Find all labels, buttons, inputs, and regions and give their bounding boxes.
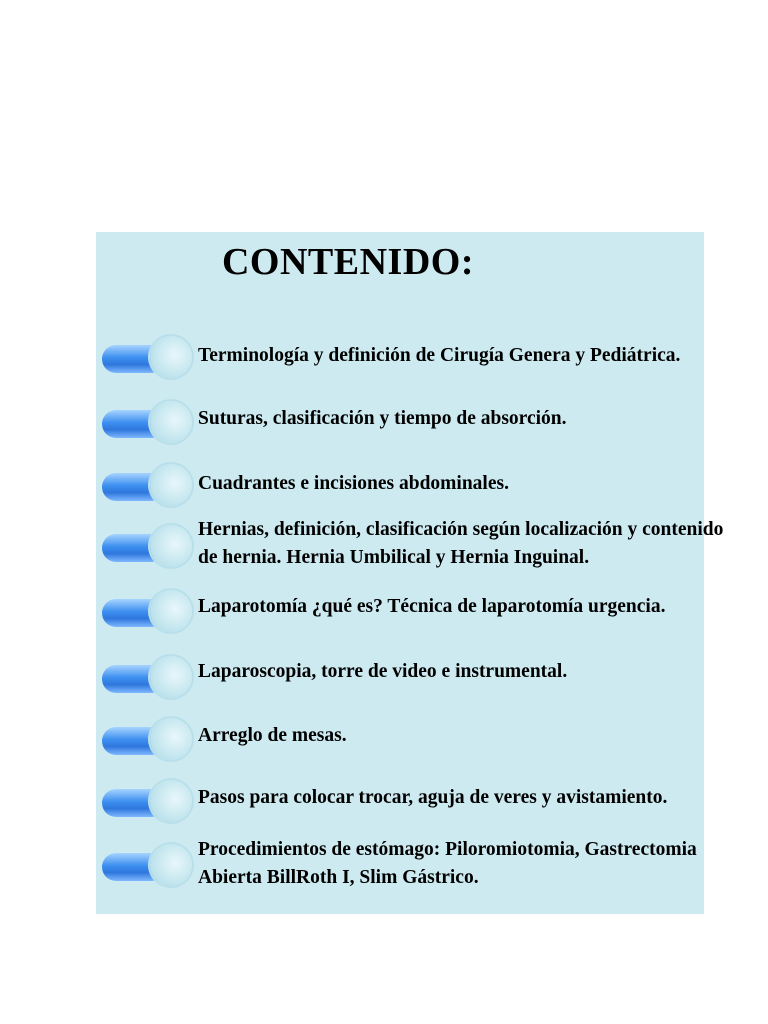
item-text (198, 516, 724, 572)
item-text (198, 836, 698, 892)
pill-bullet-icon (102, 718, 190, 764)
item-line: Abierta BillRoth I, Slim Gástrico. (198, 867, 479, 888)
content-panel (96, 232, 724, 914)
pill-bullet-icon (102, 656, 190, 702)
pill-bullet-icon (102, 401, 190, 447)
item-line: de hernia. Hernia Umbilical y Hernia Inguinal. (198, 547, 590, 568)
item-text (198, 784, 698, 812)
item-text (198, 470, 698, 498)
pill-bullet-icon (102, 590, 190, 636)
pill-bullet-icon (102, 780, 190, 826)
pill-bullet-icon (102, 464, 190, 510)
item-line: Laparotomía ¿qué es? Técnica de laparotomía urgencia. (198, 596, 666, 617)
item-line: Terminología y definición de Cirugía Genera y Pediátrica. (198, 345, 681, 366)
item-line: Laparoscopia, torre de video e instrumental. (198, 661, 568, 682)
pill-bullet-icon (102, 844, 190, 890)
pill-bullet-icon (102, 336, 190, 382)
item-text (198, 658, 698, 686)
item-text (198, 593, 698, 621)
item-line: Hernias, definición, clasificación según localización y contenido (198, 519, 724, 540)
page-title: CONTENIDO: (221, 241, 475, 283)
item-line: Cuadrantes e incisiones abdominales. (198, 473, 509, 494)
item-line: Procedimientos de estómago: Piloromiotomia, Gastrectomia (198, 839, 697, 860)
item-text (198, 342, 698, 370)
item-line: Suturas, clasificación y tiempo de absorción. (198, 408, 567, 429)
item-line: Pasos para colocar trocar, aguja de veres y avistamiento. (198, 787, 668, 808)
item-text (198, 405, 698, 433)
item-line: Arreglo de mesas. (198, 725, 347, 746)
pill-bullet-icon (102, 525, 190, 571)
item-text (198, 722, 698, 750)
